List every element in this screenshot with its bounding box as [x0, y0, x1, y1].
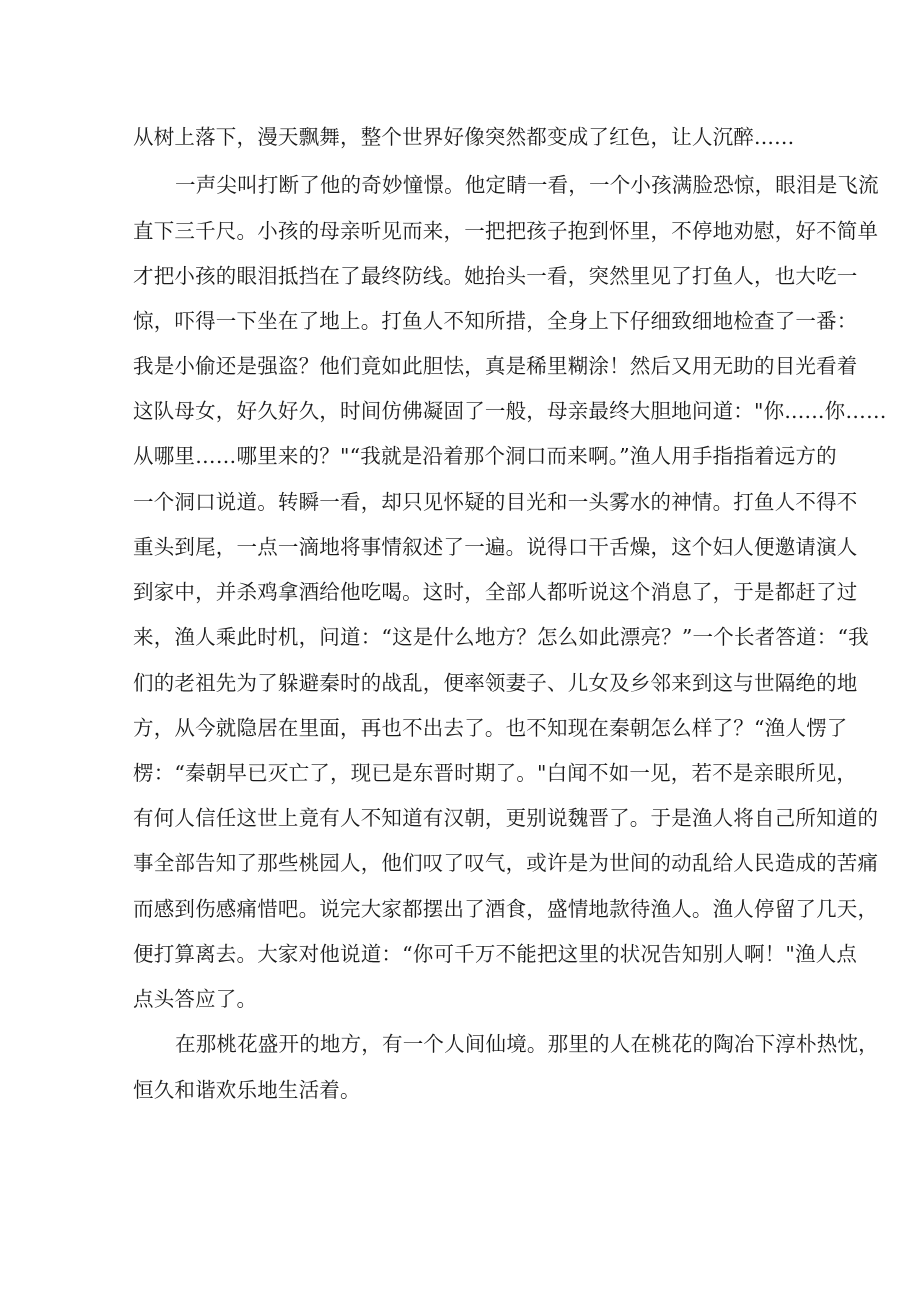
text-line-12: 来，渔人乘此时机，问道：“这是什么地方？怎么如此漂亮？”一个长者答道：“我	[133, 625, 869, 649]
text-line-22: 恒久和谐欢乐地生活着。	[133, 1078, 361, 1102]
text-line-16: 有何人信任这世上竟有人不知道有汉朝，更别说魏晋了。于是渔人将自己所知道的	[133, 806, 879, 830]
text-line-14: 方，从今就隐居在里面，再也不出去了。也不知现在秦朝怎么样了？“渔人愣了	[133, 716, 848, 740]
text-line-10: 重头到尾，一点一滴地将事情叙述了一遍。说得口干舌燥，这个妇人便邀请演人	[133, 535, 858, 559]
text-line-13: 们的老祖先为了躲避秦时的战乱，便率领妻子、儿女及乡邻来到这与世隔绝的地	[133, 671, 858, 695]
text-line-19: 便打算离去。大家对他说道：“你可千万不能把这里的状况告知别人啊！"渔人点	[133, 942, 858, 966]
text-line-15: 楞：“秦朝早已灭亡了，现已是东晋时期了。"白闻不如一见，若不是亲眼所见，	[133, 761, 858, 785]
text-line-7: 这队母女，好久好久，时间仿佛凝固了一般，母亲最终大胆地问道："你......你……	[133, 399, 887, 423]
text-line-20: 点头答应了。	[133, 987, 258, 1011]
text-line-21: 在那桃花盛开的地方，有一个人间仙境。那里的人在桃花的陶冶下淳朴热忱，	[175, 1032, 879, 1056]
text-line-18: 而感到伤感痛惜吧。说完大家都摆出了酒食，盛情地款待渔人。渔人停留了几天，	[133, 897, 879, 921]
text-line-2: 一声尖叫打断了他的奇妙憧憬。他定睛一看，一个小孩满脸恐惊，眼泪是飞流	[175, 173, 879, 197]
text-line-6: 我是小偷还是强盗？他们竟如此胆怯，真是稀里糊涂！然后又用无助的目光看着	[133, 354, 858, 378]
text-line-9: 一个洞口说道。转瞬一看，却只见怀疑的目光和一头雾水的神情。打鱼人不得不	[133, 490, 858, 514]
text-line-5: 惊，吓得一下坐在了地上。打鱼人不知所措，全身上下仔细致细地检查了一番：	[133, 309, 858, 333]
text-line-3: 直下三千尺。小孩的母亲听见而来，一把把孩子抱到怀里，不停地劝慰，好不简单	[133, 219, 879, 243]
text-line-4: 才把小孩的眼泪抵挡在了最终防线。她抬头一看，突然里见了打鱼人，也大吃一	[133, 264, 858, 288]
text-line-17: 事全部告知了那些桃园人，他们叹了叹气，或许是为世间的动乱给人民造成的苦痛	[133, 851, 879, 875]
text-line-8: 从哪里……哪里来的？"“我就是沿着那个洞口而来啊。”渔人用手指指着远方的	[133, 444, 837, 468]
text-line-11: 到家中，并杀鸡拿酒给他吃喝。这时，全部人都听说这个消息了，于是都赶了过	[133, 580, 858, 604]
text-line-1: 从树上落下，漫天飘舞，整个世界好像突然都变成了红色，让人沉醉......	[133, 125, 795, 149]
